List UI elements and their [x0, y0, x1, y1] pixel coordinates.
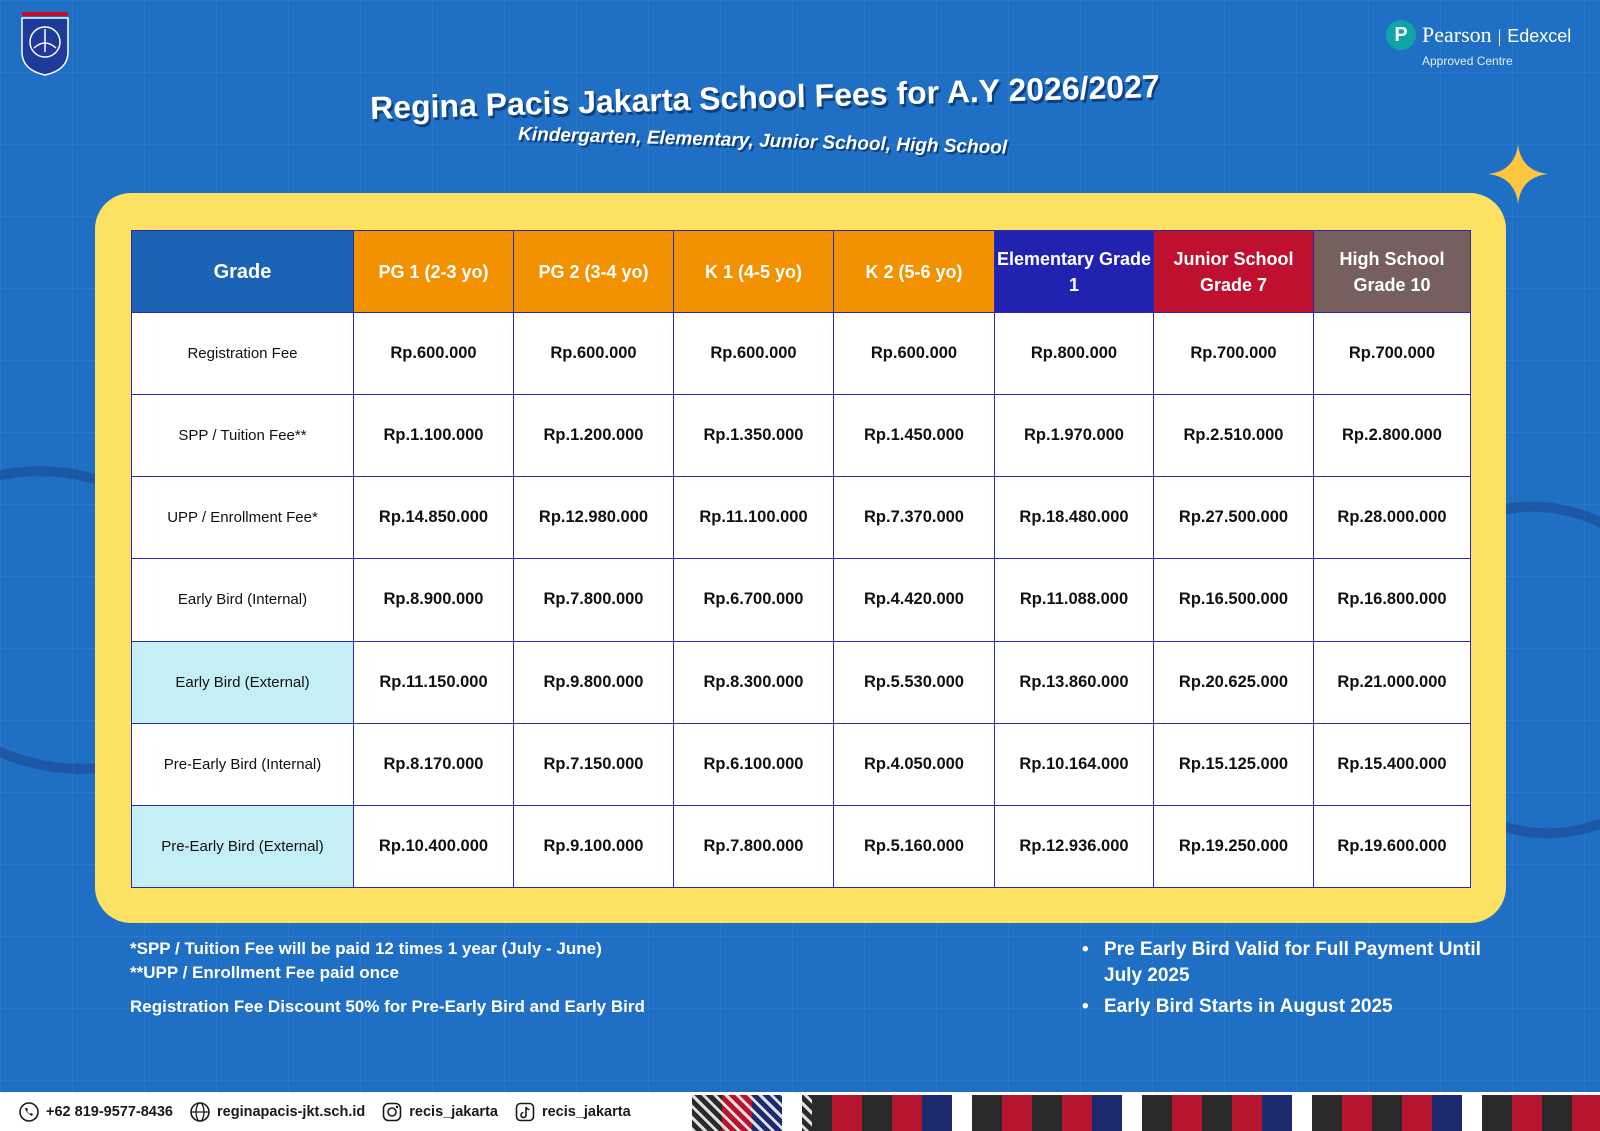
fee-cell: Rp.5.530.000 [834, 641, 995, 723]
fee-cell: Rp.11.100.000 [674, 477, 834, 559]
fee-cell: Rp.21.000.000 [1314, 641, 1471, 723]
fee-cell: Rp.10.164.000 [995, 723, 1154, 805]
footer-pattern [692, 1095, 1600, 1131]
contact-website[interactable]: reginapacis-jkt.sch.id [189, 1101, 365, 1123]
fee-cell: Rp.28.000.000 [1314, 477, 1471, 559]
column-header-grade: Grade [132, 231, 354, 313]
footnote-enrollment: **UPP / Enrollment Fee paid once [130, 963, 399, 982]
fee-cell: Rp.7.800.000 [674, 805, 834, 887]
fee-cell: Rp.15.125.000 [1154, 723, 1314, 805]
fee-cell: Rp.1.970.000 [995, 395, 1154, 477]
fee-cell: Rp.4.050.000 [834, 723, 995, 805]
table-row [132, 313, 1471, 395]
fee-cell: Rp.20.625.000 [1154, 641, 1314, 723]
column-header-pg-2-3-4-yo: PG 2 (3-4 yo) [514, 231, 674, 313]
fee-cell: Rp.18.480.000 [995, 477, 1154, 559]
fee-cell: Rp.1.350.000 [674, 395, 834, 477]
fee-cell: Rp.7.370.000 [834, 477, 995, 559]
fee-cell: Rp.600.000 [674, 313, 834, 395]
fee-cell: Rp.19.250.000 [1154, 805, 1314, 887]
fee-cell: Rp.12.980.000 [514, 477, 674, 559]
table-row [132, 477, 1471, 559]
fee-cell: Rp.1.450.000 [834, 395, 995, 477]
row-label: Pre-Early Bird (External) [132, 805, 354, 887]
page-subtitle: Kindergarten, Elementary, Junior School, High School [517, 123, 1008, 159]
fee-cell: Rp.9.800.000 [514, 641, 674, 723]
fee-cell: Rp.5.160.000 [834, 805, 995, 887]
fee-cell: Rp.27.500.000 [1154, 477, 1314, 559]
column-header-high-school-grade-10: High School Grade 10 [1314, 231, 1471, 313]
fee-cell: Rp.2.510.000 [1154, 395, 1314, 477]
row-label: Pre-Early Bird (Internal) [132, 723, 354, 805]
fee-cell: Rp.700.000 [1314, 313, 1471, 395]
partner-brand: Pearson | Edexcel [1422, 22, 1572, 47]
pearson-logo [1386, 20, 1586, 76]
table-row [132, 559, 1471, 641]
globe-icon [189, 1101, 211, 1123]
fee-cell: Rp.8.300.000 [674, 641, 834, 723]
table-row [132, 723, 1471, 805]
page-title: Regina Pacis Jakarta School Fees for A.Y 2026/2027 [369, 67, 1161, 126]
fee-cell: Rp.11.150.000 [354, 641, 514, 723]
pre-early-bird-note: • Pre Early Bird Valid for Full Payment Until July 2025 [1104, 937, 1524, 989]
contact-instagram[interactable]: recis_jakarta [381, 1101, 498, 1123]
row-label: UPP / Enrollment Fee* [132, 477, 354, 559]
column-header-elementary-grade-1: Elementary Grade 1 [995, 231, 1154, 313]
footnote-tuition: *SPP / Tuition Fee will be paid 12 times 1 year (July - June) [130, 939, 602, 958]
row-label: Early Bird (Internal) [132, 559, 354, 641]
fee-cell: Rp.600.000 [834, 313, 995, 395]
fee-cell: Rp.8.900.000 [354, 559, 514, 641]
early-bird-note: • Early Bird Starts in August 2025 [1104, 994, 1524, 1020]
contact-phone[interactable]: +62 819-9577-8436 [18, 1101, 173, 1123]
instagram-icon [381, 1101, 403, 1123]
fee-cell: Rp.1.200.000 [514, 395, 674, 477]
column-header-junior-school-grade-7: Junior School Grade 7 [1154, 231, 1314, 313]
column-header-pg-1-2-3-yo: PG 1 (2-3 yo) [354, 231, 514, 313]
fee-cell: Rp.600.000 [354, 313, 514, 395]
fee-cell: Rp.15.400.000 [1314, 723, 1471, 805]
fee-cell: Rp.700.000 [1154, 313, 1314, 395]
registration-discount-note: Registration Fee Discount 50% for Pre-Early Bird and Early Bird [130, 997, 645, 1016]
row-label: Early Bird (External) [132, 641, 354, 723]
table-row [132, 805, 1471, 887]
fee-cell: Rp.10.400.000 [354, 805, 514, 887]
fee-cell: Rp.6.700.000 [674, 559, 834, 641]
fee-cell: Rp.600.000 [514, 313, 674, 395]
fee-cell: Rp.11.088.000 [995, 559, 1154, 641]
pearson-logo-icon: P [1386, 20, 1416, 50]
fee-cell: Rp.7.150.000 [514, 723, 674, 805]
school-crest-icon [20, 12, 70, 76]
table-row [132, 395, 1471, 477]
sparkle-icon [1488, 144, 1548, 204]
row-label: SPP / Tuition Fee** [132, 395, 354, 477]
tiktok-icon [514, 1101, 536, 1123]
fee-cell: Rp.9.100.000 [514, 805, 674, 887]
fee-cell: Rp.14.850.000 [354, 477, 514, 559]
contact-list [18, 1092, 631, 1131]
footer-bar [0, 1092, 1600, 1131]
fee-cell: Rp.13.860.000 [995, 641, 1154, 723]
fee-cell: Rp.19.600.000 [1314, 805, 1471, 887]
partner-note: Approved Centre [1422, 54, 1513, 68]
whatsapp-icon [18, 1101, 40, 1123]
fee-cell: Rp.16.800.000 [1314, 559, 1471, 641]
table-row [132, 641, 1471, 723]
fee-cell: Rp.12.936.000 [995, 805, 1154, 887]
fee-cell: Rp.8.170.000 [354, 723, 514, 805]
fee-cell: Rp.800.000 [995, 313, 1154, 395]
fee-cell: Rp.4.420.000 [834, 559, 995, 641]
early-bird-notes [1104, 937, 1524, 1025]
fee-table [131, 230, 1471, 888]
column-header-k-1-4-5-yo: K 1 (4-5 yo) [674, 231, 834, 313]
footnotes [130, 937, 645, 1019]
fee-cell: Rp.7.800.000 [514, 559, 674, 641]
fee-cell: Rp.1.100.000 [354, 395, 514, 477]
row-label: Registration Fee [132, 313, 354, 395]
table-header-row [132, 231, 1471, 313]
fee-cell: Rp.16.500.000 [1154, 559, 1314, 641]
column-header-k-2-5-6-yo: K 2 (5-6 yo) [834, 231, 995, 313]
contact-tiktok[interactable]: recis_jakarta [514, 1101, 631, 1123]
fee-cell: Rp.6.100.000 [674, 723, 834, 805]
fee-cell: Rp.2.800.000 [1314, 395, 1471, 477]
